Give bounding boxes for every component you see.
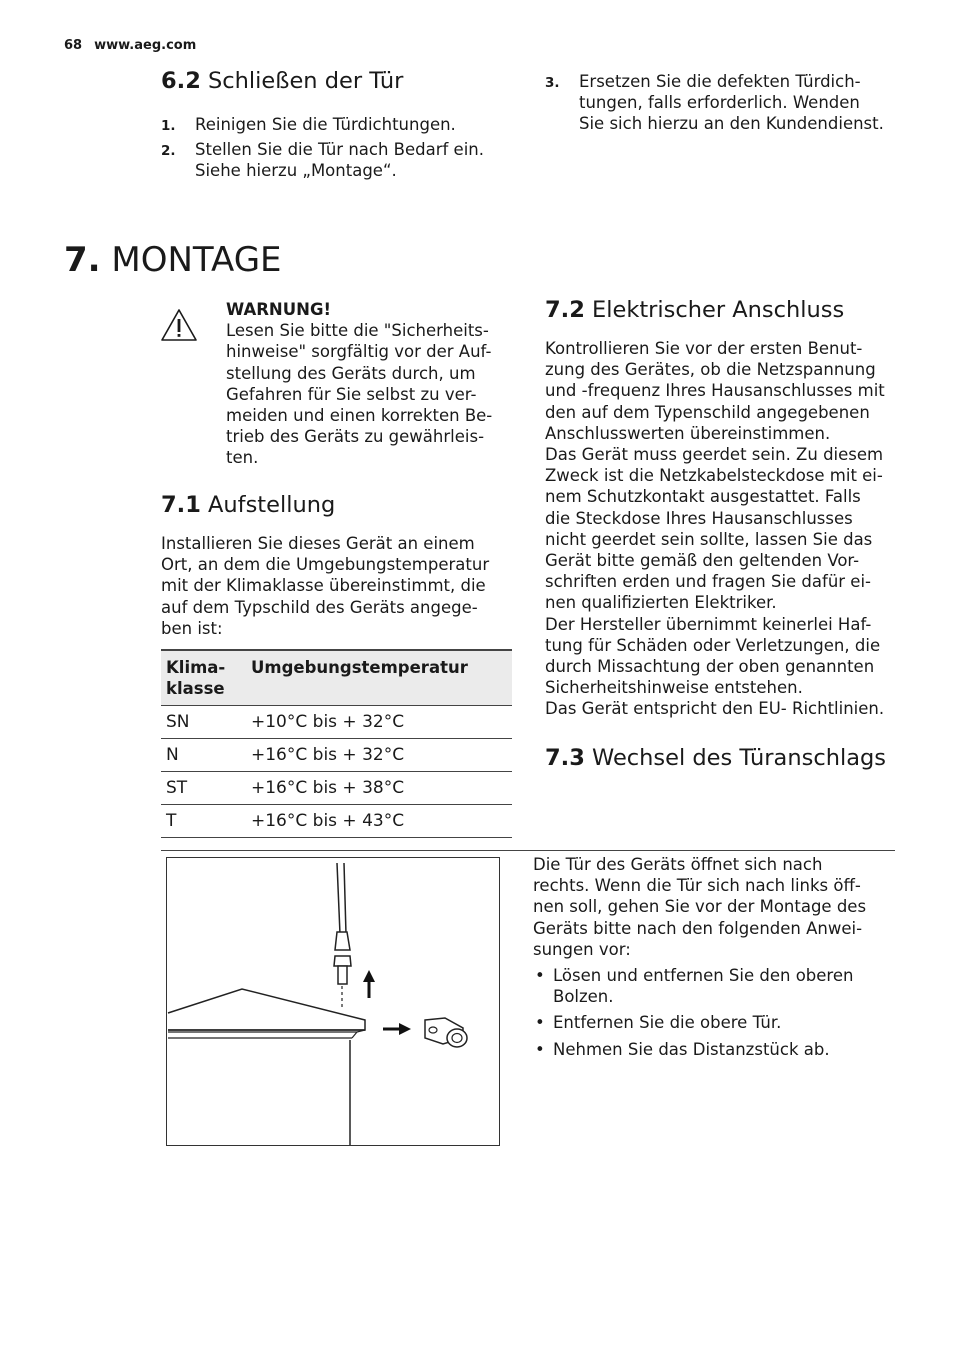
text-line: Sicherheitshinweise entstehen. [545, 678, 803, 698]
bullet-line: Lösen und entfernen Sie den oberen [553, 966, 854, 986]
text-line: den auf dem Typenschild angegebenen [545, 402, 870, 422]
text-line: Kontrollieren Sie vor der ersten Benut- [545, 339, 863, 358]
section-6-2-continued [545, 71, 905, 135]
bullet-line: Bolzen. [553, 987, 614, 1007]
text-line: Die Tür des Geräts öffnet sich nach [533, 855, 823, 874]
climate-class-table [161, 649, 512, 838]
warning-line: Gefahren für Sie selbst zu ver- [226, 384, 477, 404]
list-item [161, 114, 511, 135]
section-title: Schließen der Tür [208, 68, 404, 94]
text-line: Zweck ist die Netzkabelsteckdose mit ei- [545, 466, 883, 486]
text-line: und -frequenz Ihres Hausanschlusses mit [545, 381, 885, 401]
table-cell: +16°C bis + 38°C [246, 772, 512, 805]
table-cell: T [161, 805, 246, 838]
section-number: 7.3 [545, 745, 585, 771]
text-line: Installieren Sie dieses Gerät an einem [161, 534, 475, 553]
chapter-number: 7. [64, 240, 101, 280]
bullet-line: Entfernen Sie die obere Tür. [553, 1013, 782, 1033]
warning-line: ten. [226, 448, 259, 468]
section-heading [545, 297, 905, 324]
item-line: tungen, falls erforderlich. Wenden [579, 93, 860, 113]
item-number: 2. [161, 143, 176, 160]
table-cell: +16°C bis + 43°C [246, 805, 512, 838]
table-header-row [161, 650, 512, 706]
warning-line: meiden und einen korrekten Be- [226, 406, 493, 426]
text-line: sungen vor: [533, 939, 631, 959]
item-line: Siehe hierzu „Montage“. [195, 161, 397, 181]
section-heading [545, 745, 905, 772]
door-hinge-illustration [166, 857, 500, 1146]
table-cell: +16°C bis + 32°C [246, 739, 512, 772]
text-line: Der Hersteller übernimmt keinerlei Haf- [545, 614, 872, 634]
section-7-3 [545, 745, 905, 772]
header-line: klasse [166, 679, 225, 698]
bullet: • [535, 1013, 545, 1033]
table-cell: +10°C bis + 32°C [246, 706, 512, 739]
text-line: rechts. Wenn die Tür sich nach links öff- [533, 876, 861, 896]
item-line: Stellen Sie die Tür nach Bedarf ein. [195, 140, 484, 160]
bullet-line: Nehmen Sie das Distanzstück ab. [553, 1039, 830, 1059]
section-title: Aufstellung [208, 492, 336, 518]
text-line: auf dem Typschild des Geräts angege- [161, 597, 478, 617]
column-header-temperatur [246, 650, 512, 706]
list-item [533, 1012, 903, 1033]
text-line: Ort, an dem die Umgebungstemperatur [161, 555, 490, 575]
text-line: Geräts bitte nach den folgenden Anwei- [533, 918, 863, 938]
warning-line: hinweise" sorgfältig vor der Auf- [226, 342, 492, 362]
text-line: durch Missachtung der oben genannten [545, 657, 875, 677]
section-7-3-body [533, 854, 903, 1065]
text-line: mit der Klimaklasse übereinstimmt, die [161, 576, 486, 596]
text-line: tung für Schäden oder Verletzungen, die [545, 635, 881, 655]
list-item [545, 71, 905, 135]
section-number: 7.1 [161, 492, 201, 518]
column-header-klasse [161, 650, 246, 706]
text-line: Anschlusswerten übereinstimmen. [545, 423, 831, 443]
item-number: 3. [545, 75, 560, 91]
bullet: • [535, 966, 545, 986]
header-line: Klima- [166, 658, 226, 677]
text-line: nicht geerdet sein sollte, lassen Sie das [545, 529, 873, 549]
section-title: Elektrischer Anschluss [592, 297, 845, 323]
section-heading [161, 68, 511, 95]
text-line: Das Gerät entspricht den EU- Richtlinien. [545, 699, 885, 719]
warning-block [226, 299, 516, 469]
warning-line: stellung des Geräts durch, um [226, 363, 476, 383]
text-line: schriften erden und fragen Sie dafür ei- [545, 572, 871, 592]
section-6-2 [161, 68, 511, 182]
table-cell: SN [161, 706, 246, 739]
list-item [161, 139, 511, 181]
item-number: 1. [161, 118, 176, 134]
divider [161, 850, 895, 851]
section-7-2 [545, 297, 905, 720]
warning-line: Lesen Sie bitte die "Sicherheits- [226, 321, 489, 341]
bullet: • [535, 1039, 545, 1059]
page-number: 68 [64, 38, 83, 53]
table-row [161, 739, 512, 772]
table-row [161, 706, 512, 739]
page-header [64, 38, 196, 53]
section-heading [161, 492, 513, 519]
section-title: Wechsel des Türanschlags [592, 745, 886, 771]
chapter-heading [64, 238, 282, 282]
text-line: nem Schutzkontakt ausgestattet. Falls [545, 487, 861, 507]
section-number: 7.2 [545, 297, 585, 323]
hinge-drawing [167, 858, 499, 1145]
text-line: die Steckdose Ihres Hausanschlusses [545, 508, 853, 528]
table-cell: N [161, 739, 246, 772]
list-item [533, 965, 903, 1007]
section-7-1 [161, 492, 513, 639]
warning-line: trieb des Geräts zu gewährleis- [226, 427, 485, 447]
text-line: nen soll, gehen Sie vor der Montage des [533, 897, 867, 917]
item-line: Reinigen Sie die Türdichtungen. [195, 115, 456, 134]
text-line: zung des Gerätes, ob die Netzspannung [545, 360, 876, 380]
item-line: Ersetzen Sie die defekten Türdich- [579, 72, 861, 91]
warning-title: WARNUNG! [226, 300, 332, 319]
table-cell: ST [161, 772, 246, 805]
item-line: Sie sich hierzu an den Kundendienst. [579, 114, 884, 134]
table-row [161, 805, 512, 838]
chapter-title: MONTAGE [111, 240, 282, 280]
text-line: ben ist: [161, 618, 223, 638]
text-line: Das Gerät muss geerdet sein. Zu diesem [545, 445, 884, 465]
table-row [161, 772, 512, 805]
section-number: 6.2 [161, 68, 201, 94]
text-line: nen qualifizierten Elektriker. [545, 593, 777, 613]
warning-icon [160, 308, 198, 346]
header-line: Umgebungstemperatur [251, 658, 468, 677]
header-url: www.aeg.com [94, 38, 197, 53]
list-item [533, 1039, 903, 1060]
text-line: Gerät bitte gemäß den geltenden Vor- [545, 551, 860, 571]
